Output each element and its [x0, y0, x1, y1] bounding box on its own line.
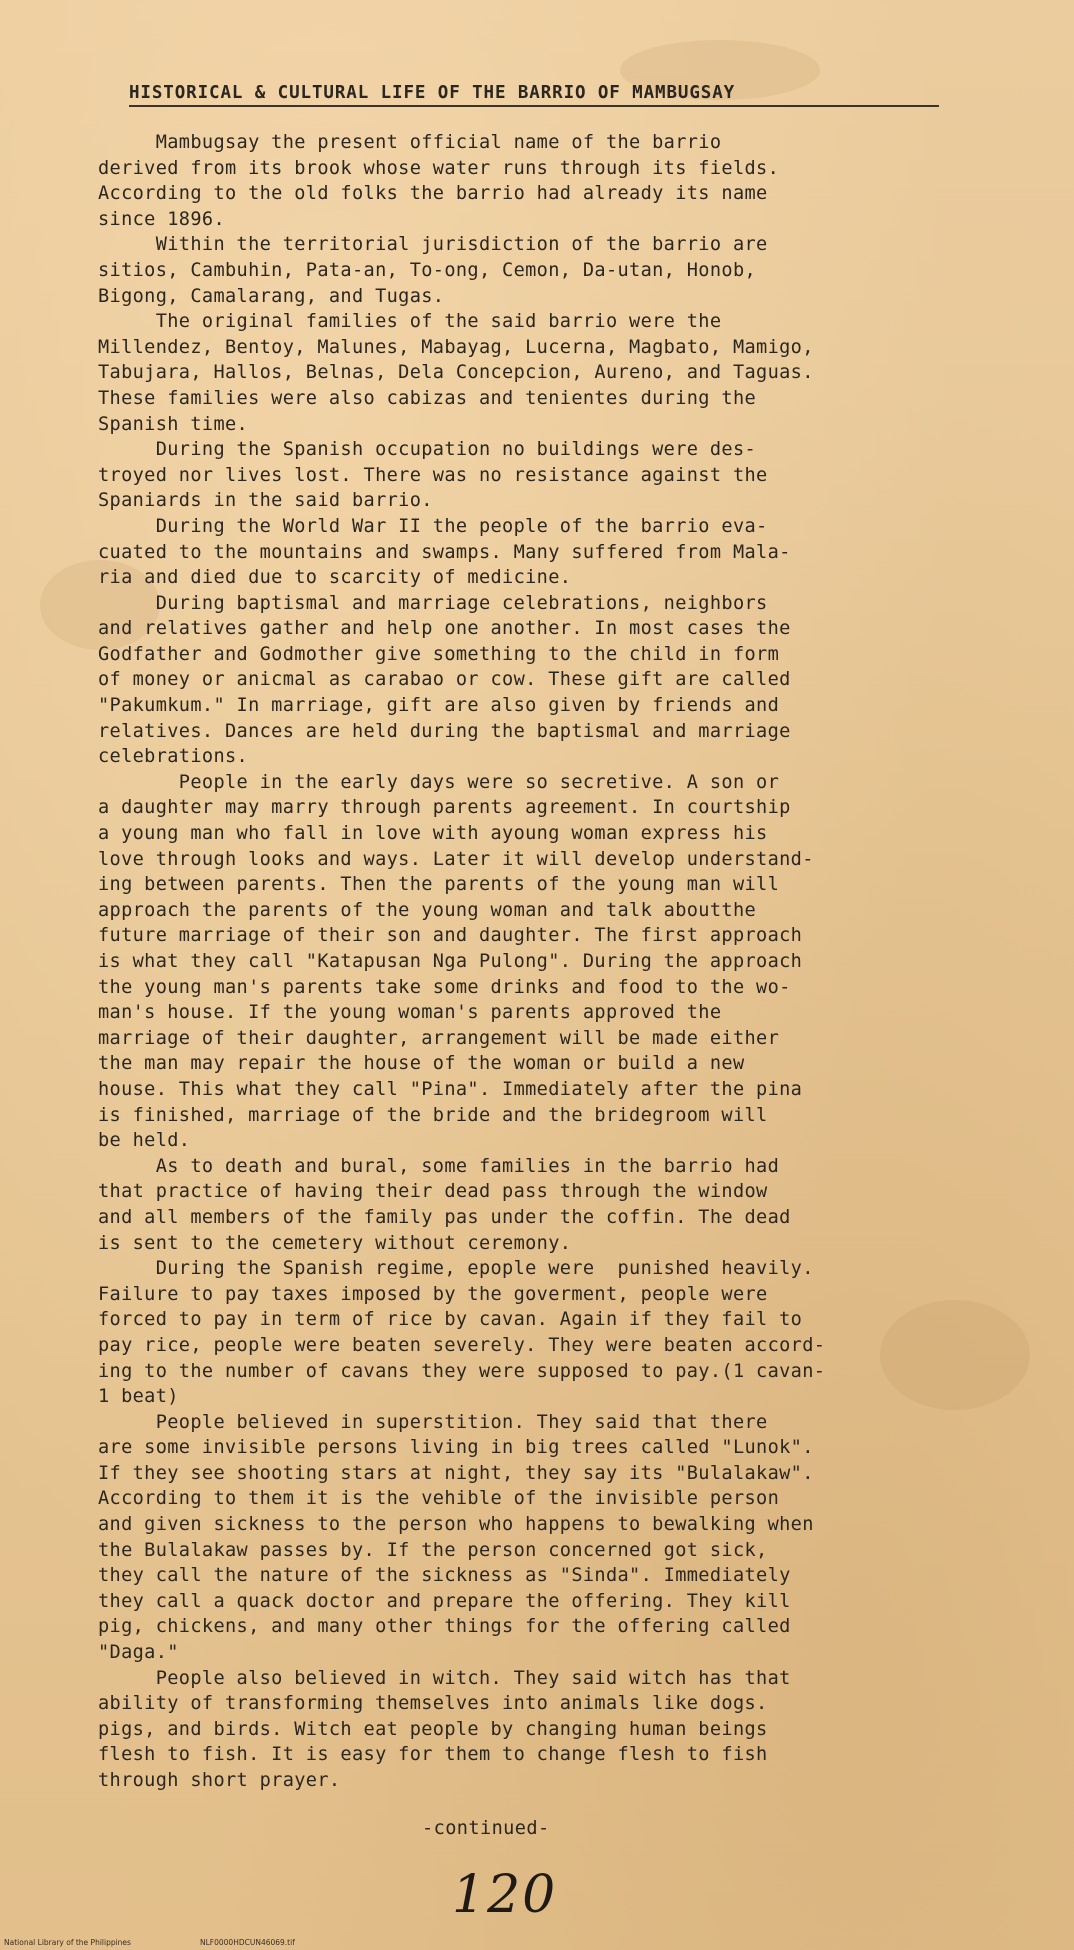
text-line: Bigong, Camalarang, and Tugas.	[98, 285, 445, 307]
text-line: Within the territorial jurisdiction of the barrio are	[98, 234, 768, 256]
document-title: HISTORICAL & CULTURAL LIFE OF THE BARRIO OF MAMBUGSAY	[129, 82, 939, 107]
text-line: During the World War II the people of the barrio eva-	[98, 515, 768, 537]
text-line: ing to the number of cavans they were supposed to pay.(1 cavan-	[98, 1360, 826, 1382]
text-line: and all members of the family pas under the coffin. The dead	[98, 1206, 791, 1228]
text-line: During baptismal and marriage celebrations, neighbors	[98, 592, 768, 614]
text-line: relatives. Dances are held during the baptismal and marriage	[98, 720, 791, 742]
handwritten-page-number: 120	[452, 1865, 558, 1925]
text-line: is what they call "Katapusan Nga Pulong". During the approach	[98, 951, 803, 972]
text-line: that practice of having their dead pass through the window	[98, 1181, 768, 1203]
text-line: forced to pay in term of rice by cavan. Again if they fail to	[98, 1309, 803, 1331]
text-line: celebrations.	[98, 746, 249, 768]
text-line: since 1896.	[98, 208, 225, 230]
text-line: and relatives gather and help one another. In most cases the	[98, 618, 791, 640]
text-line: During the Spanish occupation no buildings were des-	[98, 439, 757, 461]
text-line: house. This what they call "Pina". Immediately after the pina	[98, 1078, 803, 1100]
text-line: are some invisible persons living in big trees called "Lunok".	[98, 1437, 814, 1459]
text-line: derived from its brook whose water runs through its fields.	[98, 157, 780, 179]
text-line: "Pakumkum." In marriage, gift are also given by friends and	[98, 695, 780, 717]
text-line: During the Spanish regime, epople were punished heavily.	[98, 1258, 814, 1280]
text-line: through short prayer.	[98, 1770, 341, 1791]
text-line: man's house. If the young woman's parents approved the	[98, 1002, 722, 1024]
text-line: cuated to the mountains and swamps. Many suffered from Mala-	[98, 541, 791, 563]
text-line: is finished, marriage of the bride and the bridegroom will	[98, 1104, 768, 1126]
footer-institution: National Library of the Philippines	[4, 1938, 131, 1947]
text-line: the young man's parents take some drinks and food to the wo-	[98, 976, 791, 998]
text-line: If they see shooting stars at night, they say its "Bulalakaw".	[98, 1462, 814, 1484]
text-line: a daughter may marry through parents agreement. In courtship	[98, 797, 791, 819]
text-line: People in the early days were so secretive. A son or	[98, 771, 780, 793]
text-line: future marriage of their son and daughter. The first approach	[98, 925, 803, 947]
text-line: the man may repair the house of the woman or build a new	[98, 1053, 745, 1075]
text-line: ria and died due to scarcity of medicine.	[98, 567, 572, 589]
text-line: Failure to pay taxes imposed by the goverment, people were	[98, 1283, 768, 1305]
text-line: These families were also cabizas and tenientes during the	[98, 387, 757, 409]
text-line: pig, chickens, and many other things for the offering called	[98, 1616, 791, 1638]
continued-note: -continued-	[422, 1818, 550, 1839]
text-line: flesh to fish. It is easy for them to change flesh to fish	[98, 1744, 768, 1766]
text-line: a young man who fall in love with ayoung woman express his	[98, 823, 768, 845]
text-line: Mambugsay the present official name of the barrio	[98, 132, 722, 153]
text-line: According to the old folks the barrio had already its name	[98, 183, 768, 205]
text-line: Spaniards in the said barrio.	[98, 490, 433, 512]
text-line: According to them it is the vehible of the invisible person	[98, 1488, 780, 1510]
text-line: ability of transforming themselves into animals like dogs.	[98, 1693, 768, 1715]
text-line: the Bulalakaw passes by. If the person concerned got sick,	[98, 1539, 768, 1561]
text-line: troyed nor lives lost. There was no resistance against the	[98, 464, 768, 486]
text-line: Godfather and Godmother give something to the child in form	[98, 643, 780, 665]
text-line: they call a quack doctor and prepare the offering. They kill	[98, 1590, 791, 1612]
text-line: pigs, and birds. Witch eat people by changing human beings	[98, 1718, 768, 1740]
text-line: People also believed in witch. They said witch has that	[98, 1667, 791, 1689]
text-line: As to death and bural, some families in the barrio had	[98, 1155, 780, 1177]
text-line: The original families of the said barrio were the	[98, 311, 722, 333]
text-line: love through looks and ways. Later it will develop understand-	[98, 848, 814, 870]
text-line: "Daga."	[98, 1642, 179, 1664]
text-line: they call the nature of the sickness as "Sinda". Immediately	[98, 1565, 791, 1587]
footer-file-id: NLF0000HDCUN46069.tif	[200, 1938, 295, 1947]
text-line: be held.	[98, 1130, 191, 1152]
text-line: People believed in superstition. They said that there	[98, 1411, 768, 1433]
text-line: 1 beat)	[98, 1386, 179, 1408]
text-line: is sent to the cemetery without ceremony.	[98, 1232, 572, 1254]
text-line: ing between parents. Then the parents of the young man will	[98, 874, 780, 896]
text-line: and given sickness to the person who happens to bewalking when	[98, 1514, 814, 1536]
text-line: approach the parents of the young woman and talk aboutthe	[98, 899, 757, 921]
text-line: Millendez, Bentoy, Malunes, Mabayag, Lucerna, Magbato, Mamigo,	[98, 336, 814, 358]
text-line: pay rice, people were beaten severely. They were beaten accord-	[98, 1334, 826, 1356]
text-line: Tabujara, Hallos, Belnas, Dela Concepcion, Aureno, and Taguas.	[98, 362, 814, 384]
text-line: sitios, Cambuhin, Pata-an, To-ong, Cemon, Da-utan, Honob,	[98, 259, 757, 281]
text-line: Spanish time.	[98, 413, 249, 435]
text-line: marriage of their daughter, arrangement will be made either	[98, 1027, 780, 1049]
document-body	[98, 130, 1043, 1794]
text-line: of money or anicmal as carabao or cow. These gift are called	[98, 669, 791, 691]
